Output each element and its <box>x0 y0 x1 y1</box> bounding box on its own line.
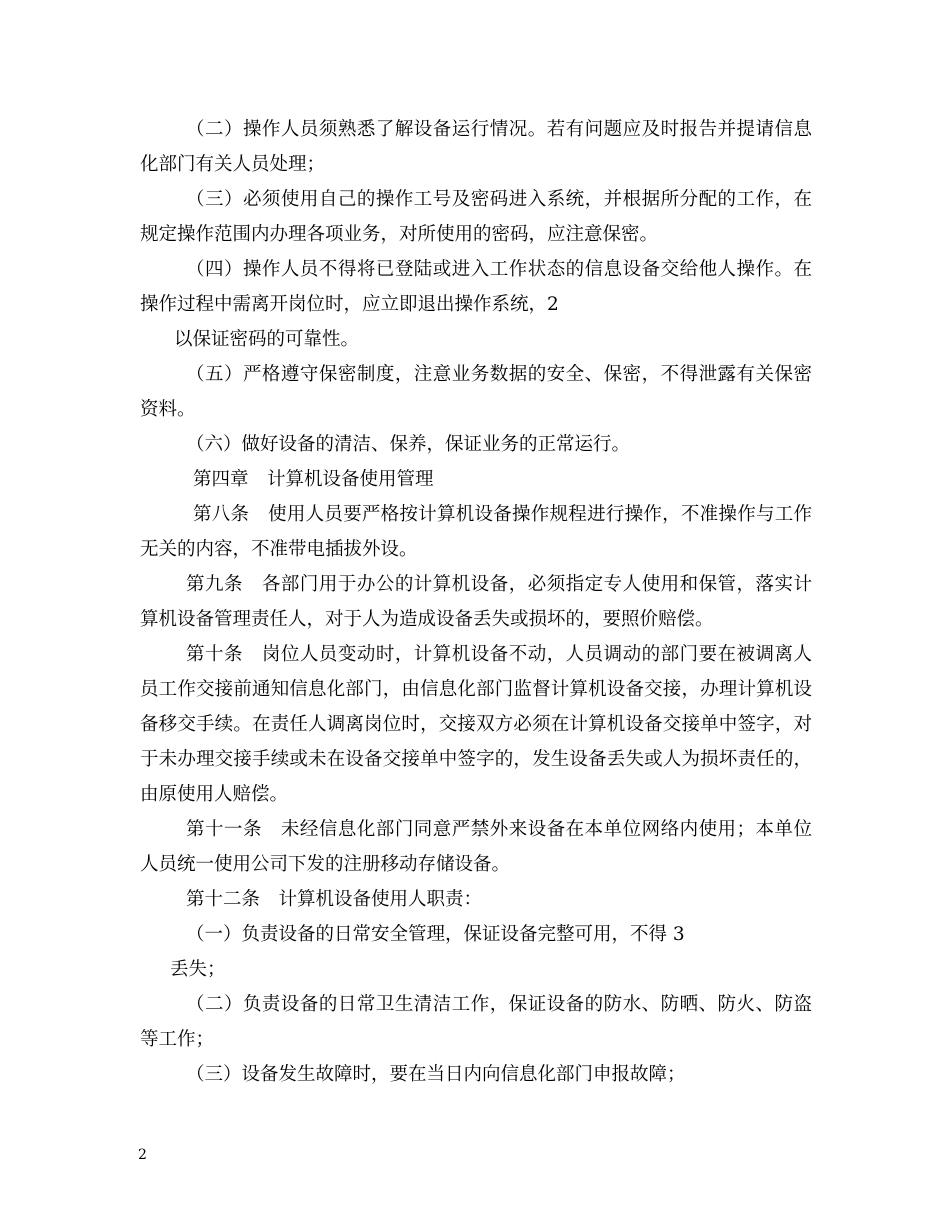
text-line: 算机设备管理责任人，对于人为造成设备丢失或损坏的，要照价赔偿。 <box>140 609 714 630</box>
chapter-heading: 第四章 计算机设备使用管理 <box>193 469 434 490</box>
text-line: 资料。 <box>140 399 196 420</box>
text-line: 化部门有关人员处理； <box>140 154 326 175</box>
text-line: 丢失； <box>170 959 226 980</box>
text-line: 第十条 岗位人员变动时，计算机设备不动，人员调动的部门要在被调离人 <box>186 644 812 665</box>
text-line: （三）必须使用自己的操作工号及密码进入系统，并根据所分配的工作，在 <box>186 189 812 210</box>
text-line: 以保证密码的可靠性。 <box>174 329 360 350</box>
text-line: 于未办理交接手续或未在设备交接单中签字的，发生设备丢失或人为损坏责任的， <box>140 749 812 770</box>
text-line: （六）做好设备的清洁、保养，保证业务的正常运行。 <box>186 434 631 455</box>
text-line: （二）负责设备的日常卫生清洁工作，保证设备的防水、防晒、防火、防盗 <box>186 994 812 1015</box>
text-line: 操作过程中需离开岗位时，应立即退出操作系统，2 <box>140 294 559 315</box>
text-line: （一）负责设备的日常安全管理，保证设备完整可用，不得 3 <box>186 924 685 945</box>
text-line: 第十一条 未经信息化部门同意严禁外来设备在本单位网络内使用；本单位 <box>186 819 812 840</box>
text-line: 人员统一使用公司下发的注册移动存储设备。 <box>140 854 511 875</box>
text-line: （五）严格遵守保密制度，注意业务数据的安全、保密，不得泄露有关保密 <box>186 364 812 385</box>
text-line: 规定操作范围内办理各项业务，对所使用的密码，应注意保密。 <box>140 224 659 245</box>
text-line: 无关的内容，不准带电插拔外设。 <box>140 539 418 560</box>
text-line: 等工作； <box>140 1029 215 1050</box>
text-line: （二）操作人员须熟悉了解设备运行情况。若有问题应及时报告并提请信息 <box>186 119 812 140</box>
text-line: 备移交手续。在责任人调离岗位时，交接双方必须在计算机设备交接单中签字，对 <box>140 714 812 735</box>
text-line: （四）操作人员不得将已登陆或进入工作状态的信息设备交给他人操作。在 <box>186 259 812 280</box>
text-line: 由原使用人赔偿。 <box>140 784 289 805</box>
text-line: 第八条 使用人员要严格按计算机设备操作规程进行操作，不准操作与工作 <box>193 504 812 525</box>
text-line: 第十二条 计算机设备使用人职责： <box>186 889 483 910</box>
text-line: （三）设备发生故障时，要在当日内向信息化部门申报故障； <box>186 1064 686 1085</box>
text-line: 第九条 各部门用于办公的计算机设备，必须指定专人使用和保管，落实计 <box>186 574 812 595</box>
text-line: 员工作交接前通知信息化部门，由信息化部门监督计算机设备交接，办理计算机设 <box>140 679 812 700</box>
page-number: 2 <box>138 1147 147 1163</box>
